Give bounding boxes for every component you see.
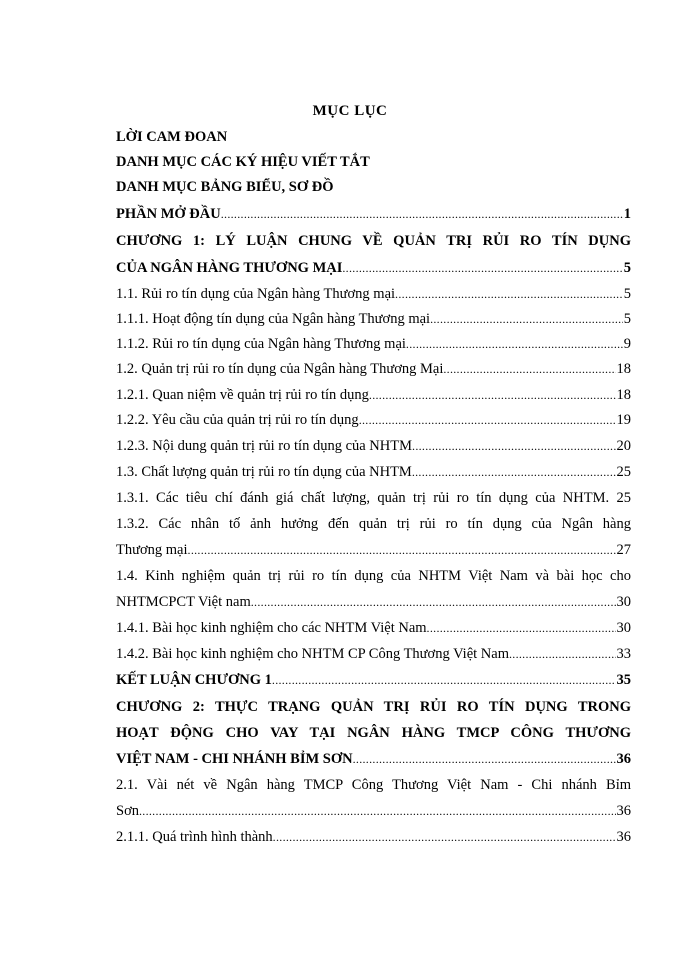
toc-entry-text: CỦA NGÂN HÀNG THƯƠNG MẠI bbox=[116, 260, 343, 276]
toc-chapter-2-line-1: CHƯƠNG 2: THỰC TRẠNG QUẢN TRỊ RỦI RO TÍN DỤNG TRONG bbox=[116, 699, 631, 715]
toc-entry-page: 5 bbox=[623, 286, 631, 302]
toc-entry-text: Sơn bbox=[116, 803, 139, 819]
toc-entry-text: 1.2.1. Quan niệm về quản trị rủi ro tín dụng bbox=[116, 387, 369, 403]
dot-leader bbox=[359, 409, 616, 431]
dot-leader bbox=[369, 384, 616, 406]
toc-entry-text: 1.1. Rủi ro tín dụng của Ngân hàng Thương mại bbox=[116, 286, 396, 302]
dot-leader bbox=[395, 283, 623, 305]
toc-entry-page: 35 bbox=[616, 672, 631, 688]
toc-chapter-1 bbox=[116, 257, 631, 279]
toc-entry-1-4 bbox=[116, 591, 631, 613]
toc-entry-text: 1.2. Quản trị rủi ro tín dụng của Ngân hàng Thương Mại bbox=[116, 361, 444, 377]
toc-entry-1-1-1 bbox=[116, 308, 631, 330]
toc-entry-1-4-line-1: 1.4. Kinh nghiệm quản trị rủi ro tín dụng của NHTM Việt Nam và bài học cho bbox=[116, 568, 631, 584]
toc-entry-intro bbox=[116, 203, 631, 225]
toc-entry-1-2 bbox=[116, 358, 631, 380]
toc-entry-1-4-2 bbox=[116, 643, 631, 665]
dot-leader bbox=[221, 203, 623, 225]
toc-entry-text: 1.1.1. Hoạt động tín dụng của Ngân hàng Thương mại bbox=[116, 311, 431, 327]
toc-entry-1-3-1: 1.3.1. Các tiêu chí đánh giá chất lượng, quản trị rủi ro tín dụng của NHTM. 25 bbox=[116, 490, 631, 506]
toc-entry-1-3 bbox=[116, 461, 631, 483]
dot-leader bbox=[251, 591, 616, 613]
dot-leader bbox=[272, 669, 616, 691]
toc-front-matter-3: DANH MỤC BẢNG BIỂU, SƠ ĐỒ bbox=[116, 179, 334, 195]
dot-leader bbox=[273, 826, 616, 848]
toc-entry-page: 33 bbox=[616, 646, 631, 662]
toc-entry-1-2-1 bbox=[116, 384, 631, 406]
toc-entry-1-4-1 bbox=[116, 617, 631, 639]
dot-leader bbox=[406, 333, 623, 355]
toc-entry-page: 27 bbox=[616, 542, 631, 558]
toc-entry-page: 30 bbox=[616, 594, 631, 610]
toc-entry-text: Thương mại bbox=[116, 542, 188, 558]
dot-leader bbox=[443, 358, 615, 380]
toc-entry-2-1-line-1: 2.1. Vài nét về Ngân hàng TMCP Công Thương Việt Nam - Chi nhánh Bỉm bbox=[116, 777, 631, 793]
toc-entry-1-3-2-line-1: 1.3.2. Các nhân tố ảnh hưởng đến quản trị rủi ro tín dụng của Ngân hàng bbox=[116, 516, 631, 532]
toc-entry-page: 25 bbox=[616, 464, 631, 480]
toc-entry-page: 36 bbox=[616, 829, 631, 845]
toc-front-matter-2: DANH MỤC CÁC KÝ HIỆU VIẾT TẮT bbox=[116, 154, 370, 170]
toc-entry-1-3-2 bbox=[116, 539, 631, 561]
toc-entry-page: 30 bbox=[616, 620, 631, 636]
toc-entry-text: NHTMCPCT Việt nam bbox=[116, 594, 251, 610]
toc-entry-text: VIỆT NAM - CHI NHÁNH BỈM SƠN bbox=[116, 751, 353, 767]
toc-chapter-1-line-1: CHƯƠNG 1: LÝ LUẬN CHUNG VỀ QUẢN TRỊ RỦI RO TÍN DỤNG bbox=[116, 233, 631, 249]
toc-entry-1-1 bbox=[116, 283, 631, 305]
toc-conclusion-chapter-1 bbox=[116, 669, 631, 691]
dot-leader bbox=[509, 643, 616, 665]
toc-entry-text: 1.2.3. Nội dung quản trị rủi ro tín dụng của NHTM bbox=[116, 438, 413, 454]
toc-entry-page: 9 bbox=[623, 336, 631, 352]
toc-entry-1-1-2 bbox=[116, 333, 631, 355]
toc-entry-page: 36 bbox=[616, 751, 631, 767]
dot-leader bbox=[353, 748, 616, 770]
dot-leader bbox=[427, 617, 616, 639]
dot-leader bbox=[188, 539, 616, 561]
toc-entry-page: 20 bbox=[616, 438, 631, 454]
toc-entry-page: 5 bbox=[623, 311, 631, 327]
toc-entry-text: 1.3. Chất lượng quản trị rủi ro tín dụng của NHTM bbox=[116, 464, 412, 480]
toc-entry-page: 18 bbox=[616, 387, 631, 403]
toc-entry-text: 1.2.2. Yêu cầu của quản trị rủi ro tín dụng bbox=[116, 412, 359, 428]
toc-entry-text: PHẦN MỞ ĐẦU bbox=[116, 206, 221, 222]
dot-leader bbox=[139, 800, 616, 822]
toc-entry-page: 1 bbox=[623, 206, 631, 222]
toc-front-matter-1: LỜI CAM ĐOAN bbox=[116, 129, 228, 145]
toc-entry-page: 5 bbox=[623, 260, 631, 276]
toc-entry-page: 18 bbox=[616, 361, 631, 377]
toc-chapter-2 bbox=[116, 748, 631, 770]
toc-entry-1-2-3 bbox=[116, 435, 631, 457]
dot-leader bbox=[430, 308, 623, 330]
toc-entry-text: 1.1.2. Rủi ro tín dụng của Ngân hàng Thương mại bbox=[116, 336, 406, 352]
toc-entry-2-1 bbox=[116, 800, 631, 822]
toc-entry-text: 1.4.2. Bài học kinh nghiệm cho NHTM CP Công Thương Việt Nam bbox=[116, 646, 509, 662]
toc-entry-page: 36 bbox=[616, 803, 631, 819]
dot-leader bbox=[412, 435, 615, 457]
dot-leader bbox=[412, 461, 616, 483]
toc-title: MỤC LỤC bbox=[312, 103, 388, 119]
toc-entry-text: KẾT LUẬN CHƯƠNG 1 bbox=[116, 672, 272, 688]
dot-leader bbox=[342, 257, 622, 279]
toc-entry-page: 19 bbox=[616, 412, 631, 428]
toc-entry-1-2-2 bbox=[116, 409, 631, 431]
toc-entry-text: 2.1.1. Quá trình hình thành bbox=[116, 829, 273, 845]
toc-entry-text: 1.4.1. Bài học kinh nghiệm cho các NHTM Việt Nam bbox=[116, 620, 427, 636]
toc-chapter-2-line-2: HOẠT ĐỘNG CHO VAY TẠI NGÂN HÀNG TMCP CÔNG THƯƠNG bbox=[116, 725, 631, 741]
toc-entry-2-1-1 bbox=[116, 826, 631, 848]
